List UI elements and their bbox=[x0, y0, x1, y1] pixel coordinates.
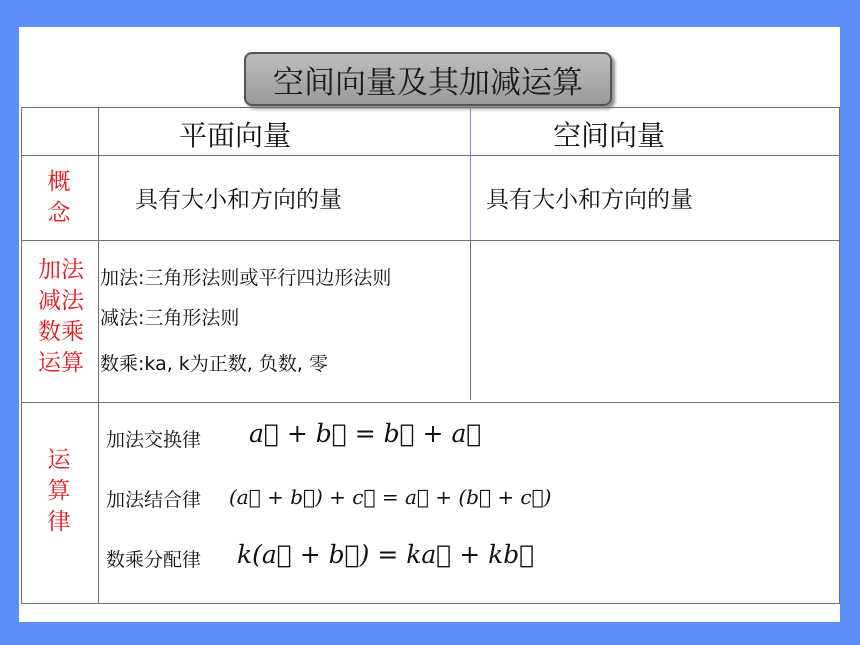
table-row-divider-3 bbox=[21, 402, 840, 403]
table-border-left bbox=[21, 107, 22, 604]
law-commutative-formula: a⃗ + b⃗ = b⃗ + a⃗ bbox=[249, 419, 482, 448]
row-label-laws-line2: 算 bbox=[47, 478, 71, 504]
header-plane-vector: 平面向量 bbox=[179, 119, 292, 152]
law-distributive-formula: k(a⃗ + b⃗) = ka⃗ + kb⃗ bbox=[237, 540, 535, 569]
table-col-divider-2 bbox=[470, 107, 471, 242]
law-commutative-label: 加法交换律 bbox=[106, 429, 202, 451]
operations-addition-text: 加法:三角形法则或平行四边形法则 bbox=[100, 267, 392, 289]
row-label-operations-line2: 减法 bbox=[38, 288, 84, 314]
concept-space-text: 具有大小和方向的量 bbox=[486, 187, 693, 213]
table-row-divider-2 bbox=[21, 240, 840, 241]
concept-plane-text: 具有大小和方向的量 bbox=[135, 187, 342, 213]
law-distributive-label: 数乘分配律 bbox=[106, 549, 202, 571]
row-label-concept-line2: 念 bbox=[47, 200, 71, 226]
table-col-divider-1 bbox=[98, 107, 99, 604]
table-border-bottom bbox=[21, 603, 840, 604]
header-space-vector: 空间向量 bbox=[553, 119, 666, 152]
law-associative-label: 加法结合律 bbox=[106, 489, 202, 511]
row-label-concept bbox=[41, 167, 77, 229]
table-border-top bbox=[21, 107, 840, 108]
slide bbox=[19, 27, 840, 622]
table-col-divider-2b bbox=[470, 240, 471, 400]
table-row-divider-1 bbox=[21, 155, 840, 156]
operations-scalar-text: 数乘:ka, k为正数, 负数, 零 bbox=[100, 353, 328, 375]
row-label-laws-line3: 律 bbox=[47, 509, 71, 535]
slide-title: 空间向量及其加减运算 bbox=[244, 52, 612, 106]
row-label-operations-line4: 运算 bbox=[38, 350, 84, 376]
law-associative-formula: (a⃗ + b⃗) + c⃗ = a⃗ + (b⃗ + c⃗) bbox=[229, 485, 552, 509]
row-label-laws-line1: 运 bbox=[47, 447, 71, 473]
operations-subtraction-text: 减法:三角形法则 bbox=[100, 307, 240, 329]
row-label-operations-line1: 加法 bbox=[38, 257, 84, 283]
row-label-laws bbox=[41, 445, 77, 538]
row-label-operations-line3: 数乘 bbox=[38, 319, 84, 345]
row-label-operations bbox=[27, 255, 95, 379]
table-border-right bbox=[839, 107, 840, 604]
row-label-concept-line1: 概 bbox=[47, 169, 71, 195]
